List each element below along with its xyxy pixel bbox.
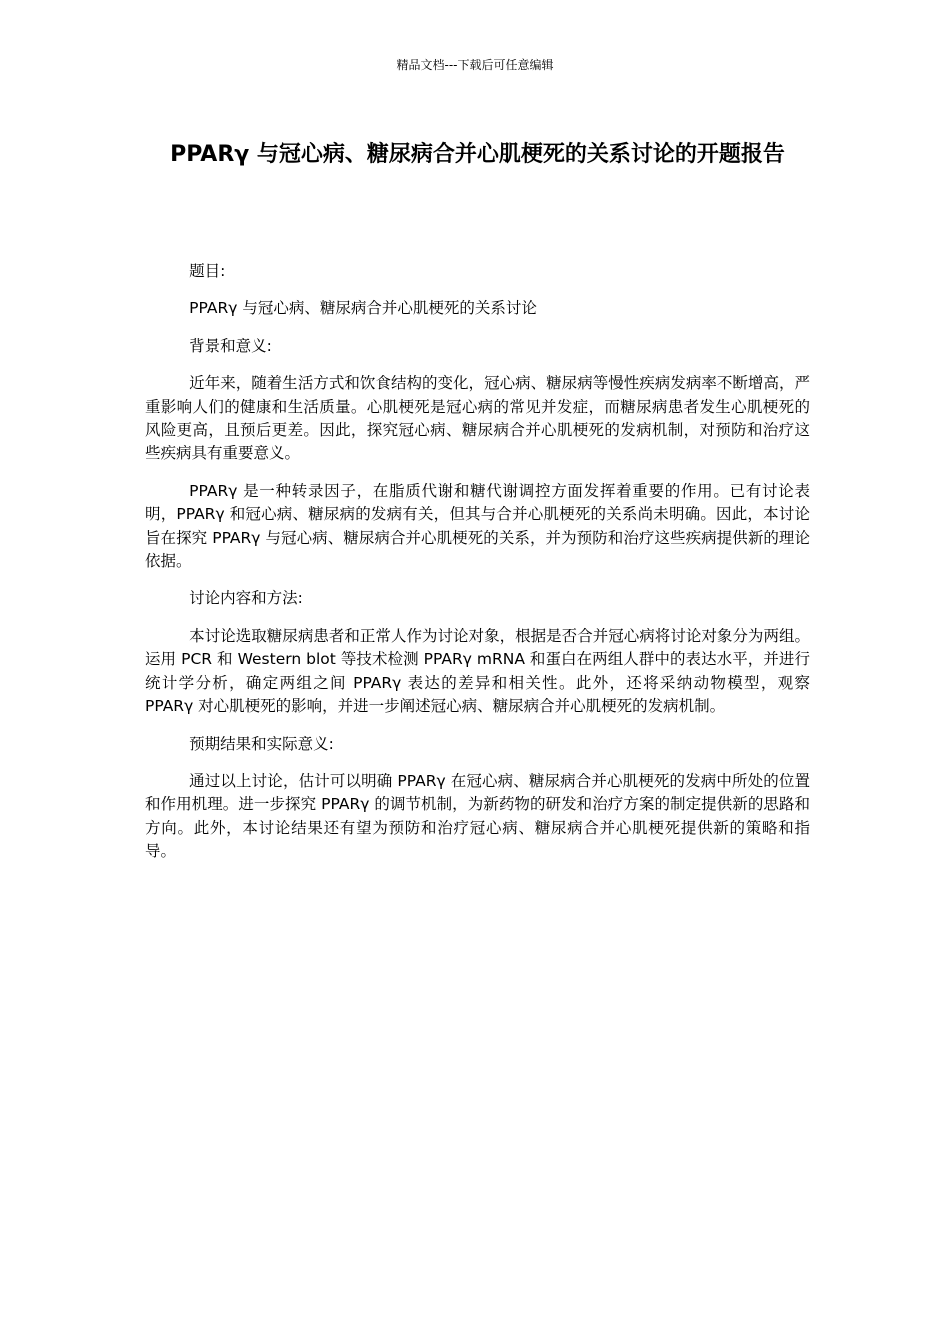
methods-paragraph: 本讨论选取糖尿病患者和正常人作为讨论对象，根据是否合并冠心病将讨论对象分为两组。运用 PCR 和 Western blot 等技术检测 PPARγ mRNA 和蛋白在两组人群中的表达水平，并进行统计学分析，确定两组之间 PPARγ 表达的差异和相关性。此外，还将采纳动物模型，观察 PPARγ 对心肌梗死的影响，并进一步阐述冠心病、糖尿病合并心肌梗死的发病机制。 (145, 626, 810, 716)
section-label-topic: 题目: (189, 262, 226, 280)
expected-results-paragraph: 通过以上讨论，估计可以明确 PPARγ 在冠心病、糖尿病合并心肌梗死的发病中所处的位置和作用机理。进一步探究 PPARγ 的调节机制，为新药物的研发和治疗方案的制定提供新的思路和方向。此外，本讨论结果还有望为预防和治疗冠心病、糖尿病合并心肌梗死提供新的策略和指导。 (145, 771, 810, 861)
header-note: 精品文档---下载后可任意编辑 (396, 58, 554, 72)
background-paragraph-2: PPARγ 是一种转录因子，在脂质代谢和糖代谢调控方面发挥着重要的作用。已有讨论表明，PPARγ 和冠心病、糖尿病的发病有关，但其与合并心肌梗死的关系尚未明确。因此，本讨论旨在探究 PPARγ 与冠心病、糖尿病合并心肌梗死的关系，并为预防和治疗这些疾病提供新的理论依据。 (145, 481, 810, 571)
background-paragraph-1: 近年来，随着生活方式和饮食结构的变化，冠心病、糖尿病等慢性疾病发病率不断增高，严重影响人们的健康和生活质量。心肌梗死是冠心病的常见并发症，而糖尿病患者发生心肌梗死的风险更高，且预后更差。因此，探究冠心病、糖尿病合并心肌梗死的发病机制，对预防和治疗这些疾病具有重要意义。 (145, 374, 810, 463)
section-label-background: 背景和意义: (189, 336, 272, 355)
document-title: PPARγ 与冠心病、糖尿病合并心肌梗死的关系讨论的开题报告 (170, 142, 785, 167)
document-body (145, 260, 810, 878)
section-label-methods: 讨论内容和方法: (189, 589, 303, 608)
topic-text: PPARγ 与冠心病、糖尿病合并心肌梗死的关系讨论 (189, 299, 537, 318)
section-label-expected-results: 预期结果和实际意义: (189, 734, 334, 753)
